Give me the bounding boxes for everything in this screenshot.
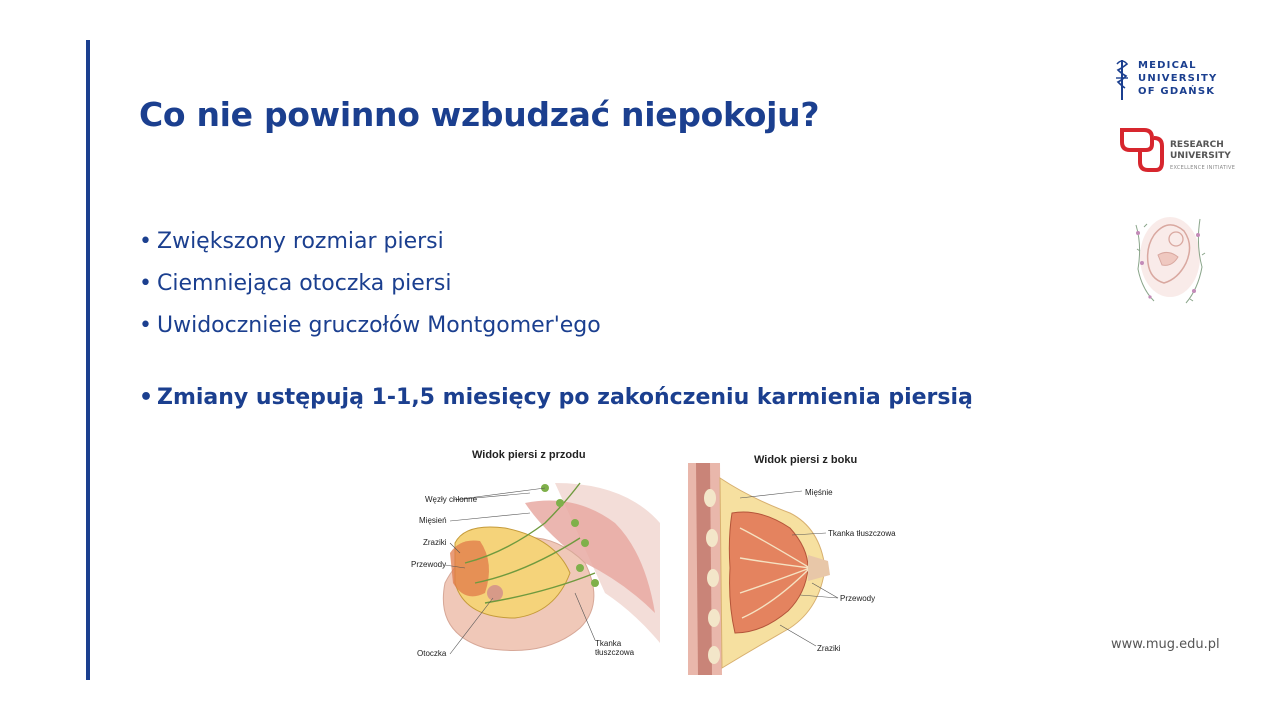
side-view-drawing [680,443,900,678]
research-university-logo [1118,126,1238,176]
logo-line: RESEARCH [1170,140,1224,150]
bullet-text: Zmiany ustępują 1-1,5 miesięcy po zakończeniu karmienia piersią [157,385,973,410]
bullet-item [139,267,973,309]
bullet-text: Zwiększony rozmiar piersi [157,229,444,254]
label-fat-tissue: Tkanka tłuszczowa [828,529,896,538]
breast-side-view-illustration [680,443,900,678]
bullet-dot: • [139,229,152,254]
left-accent-rule [86,40,90,680]
staff-of-asclepius-icon [1112,56,1134,102]
label-lobules: Zraziki [423,538,447,547]
label-ducts: Przewody [840,594,876,603]
label-muscles: Mięśnie [805,488,833,497]
bullet-item [139,225,973,267]
label-areola: Otoczka [417,649,447,658]
bullet-item [139,309,973,351]
logo-line: OF GDAŃSK [1138,86,1216,97]
label-lobules: Zraziki [817,644,841,653]
footer-url: www.mug.edu.pl [1111,637,1220,652]
label-fat-tissue [595,639,634,657]
bullet-dot: • [139,271,152,296]
label-muscle: Mięsień [419,516,447,525]
bullet-text: Uwidocznieie gruczołów Montgomer'ego [157,313,601,338]
label-line: tłuszczowa [595,648,635,657]
research-university-subtitle: EXCELLENCE INITIATIVE [1170,165,1236,171]
label-lymph-nodes: Węzły chłonne [425,495,478,504]
mother-child-illustration [1124,205,1212,315]
research-university-emblem-icon [1118,126,1168,176]
bullet-dot: • [139,385,154,410]
bullet-item-highlight [139,381,973,423]
label-ducts: Przewody [411,560,447,569]
label-line: Tkanka [595,639,622,648]
medical-university-name [1138,59,1217,98]
bullet-text: Ciemniejąca otoczka piersi [157,271,452,296]
logo-line: MEDICAL [1138,60,1197,71]
medical-university-logo [1112,56,1232,102]
logo-line: UNIVERSITY [1170,151,1231,161]
breast-front-view-illustration [405,443,670,678]
research-university-name [1170,140,1231,162]
front-view-title: Widok piersi z przodu [472,449,586,461]
slide-title: Co nie powinno wzbudzać niepokoju? [139,95,820,134]
bullet-dot: • [139,313,152,338]
side-view-title: Widok piersi z boku [754,454,858,466]
bullet-list [139,225,973,423]
logo-line: UNIVERSITY [1138,73,1218,84]
